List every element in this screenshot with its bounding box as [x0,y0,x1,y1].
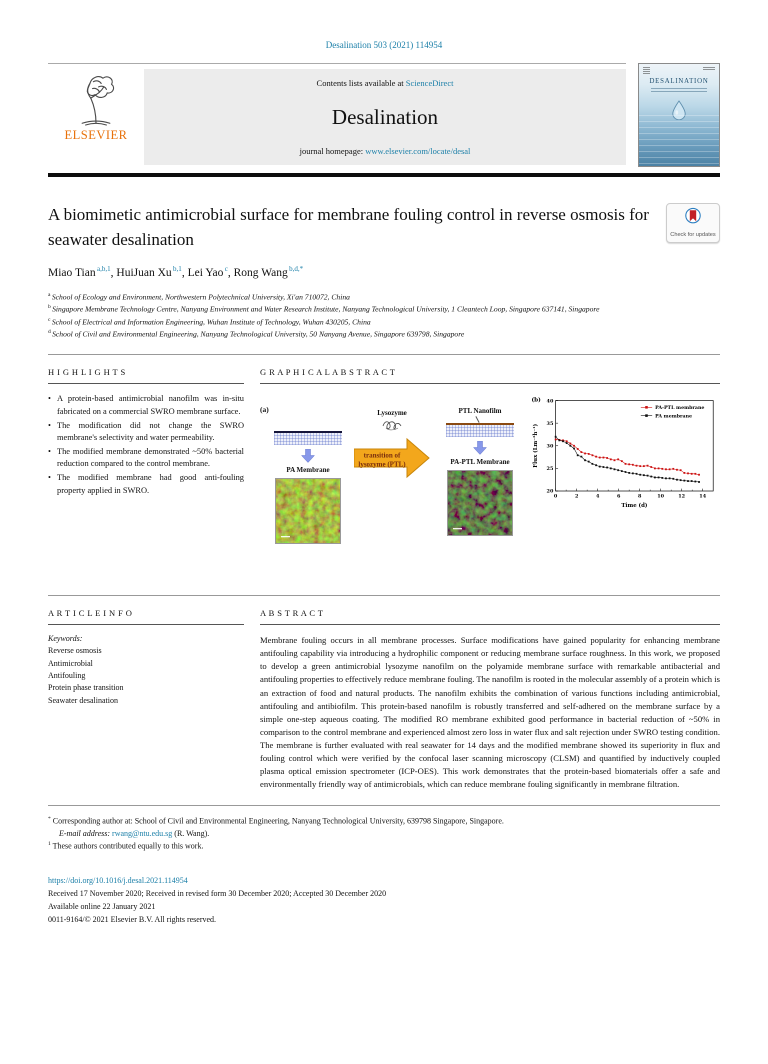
elsevier-logo[interactable] [48,69,144,165]
corresponding-author-note [48,815,720,828]
scale-bar [281,536,290,537]
article-info-heading: A R T I C L E I N F O [48,608,133,619]
received-dates: Received 17 November 2020; Received in revised form 30 December 2020; Accepted 30 December 2020 [48,888,387,898]
homepage-line [300,146,471,156]
down-arrow-icon [301,449,315,463]
highlight-item: • A protein-based antimicrobial nanofilm was in-situ fabricated on a commercial SWRO membrane surface. [48,393,244,418]
graphical-abstract-panel-a [260,393,520,544]
svg-text:6: 6 [616,493,621,500]
author-affiliation-sup: b,1 [171,265,182,274]
article-info-and-abstract [48,608,720,791]
svg-text:PA-PTL membrane: PA-PTL membrane [655,406,705,412]
highlight-item: • The modified membrane demonstrated ~50% bacterial reduction compared to the control membrane. [48,446,244,471]
journal-masthead [144,69,626,165]
svg-text:10: 10 [657,493,665,500]
divider [48,383,244,384]
cover-publisher-mark [643,67,650,74]
check-updates-icon [683,207,703,227]
svg-text:4: 4 [595,493,600,500]
svg-text:0: 0 [553,493,558,500]
transition-arrow-text [354,451,410,470]
elsevier-wordmark: ELSEVIER [64,128,128,142]
affiliation-line: $^c$ School of Electrical and Information Engineering, Wuhan Institute of Technology, Wuhan 430205, China [48,316,371,327]
svg-text:25: 25 [546,466,554,473]
check-for-updates-badge[interactable] [666,203,720,243]
author-name[interactable]: Rong Wang [233,267,288,280]
keywords-list [48,645,244,707]
affiliation-line: $^d$ School of Civil and Environmental Engineering, Nanyang Technological University, 50 Nanyang Avenue, Singapore 639798, Singapore [48,329,465,339]
contents-line [317,78,454,88]
graphical-abstract-heading: G R A P H I C A L A B S T R A C T [260,367,396,378]
panel-a-label: (a) [260,405,269,415]
divider [48,595,720,596]
journal-citation: Desalination 503 (2021) 114954 [325,40,443,50]
email-label: E-mail address: [59,829,111,839]
email-link[interactable]: rwang@ntu.edu.sg [112,829,173,839]
pa-ptl-membrane-diagram [446,423,514,437]
copyright-line: 0011-9164/© 2021 Elsevier B.V. All rights reserved. [48,915,217,925]
transition-arrow [354,436,430,485]
scale-bar [453,528,462,529]
author-affiliation-sup: a,b,1 [95,265,111,274]
homepage-label: journal homepage: [299,146,364,156]
available-online: Available online 22 January 2021 [48,901,156,911]
equal-text: These authors contributed equally to this work. [52,842,204,852]
cover-waves [639,110,719,166]
arrow-text-line1: transition of [363,451,401,460]
arrow-text-line2: lysozyme (PTL) [358,460,406,469]
equal-marker: 1 [48,841,51,848]
publication-footer [48,874,720,927]
cover-title: DESALINATION [649,78,709,85]
svg-text:Time (d): Time (d) [621,503,648,510]
pa-membrane-diagram [274,431,342,445]
header-main [48,63,626,165]
email-suffix: (R. Wang). [174,829,210,839]
svg-text:Flux (Lm⁻²h⁻¹): Flux (Lm⁻²h⁻¹) [532,424,539,469]
cover-subtitle-lines [651,88,707,94]
highlight-item: • The modification did not change the SWRO membrane's selectivity and water permeability. [48,420,244,445]
lysozyme-label: Lysozyme [377,409,407,418]
author-affiliation-sup: c [223,265,228,274]
pa-ptl-membrane-label: PA-PTL Membrane [450,458,510,467]
elsevier-tree-icon [70,71,122,127]
svg-text:2: 2 [574,493,579,500]
journal-cover[interactable] [638,63,720,167]
svg-text:40: 40 [546,398,554,405]
nanofilm-pointer-line [475,416,479,423]
divider [48,805,720,806]
paper-page [0,40,768,1064]
svg-text:20: 20 [546,489,554,496]
divider [48,624,244,625]
keyword: Seawater desalination [48,695,118,705]
author-affiliation-sup: b,d,* [287,265,304,274]
corresponding-text: Corresponding author at: School of Civil and Environmental Engineering, Nanyang Technological University, 639798 Singapore, Singapore. [52,816,504,826]
highlights-heading: H I G H L I G H T S [48,367,126,378]
clsm-image-pa [275,478,341,544]
keyword: Protein phase transition [48,683,124,693]
svg-text:PA membrane: PA membrane [655,414,693,420]
corresponding-marker: * [48,816,51,823]
abstract-text: Membrane fouling occurs in all membrane processes. Surface modifications have gained popularity for enhancing membrane antifouling capability via introducing a hydrophilic component or reducing membrane surface roughness. In this work, we proposed to develop a green antimicrobial lysozyme nanofilm on the polyamide membrane surface with remarkable antibacterial and antifouling properties to effectively reduce membrane fouling. The nanofilm is rooted in the molecular assembly of a protein which is an extraction of food and natural products. The nanofilm exhibits the combination of various functions including antimicrobial, antifouling and antibiofilm. This protein-based nanofilm is robustly transferred and self-adhered on the membrane surface by a simple one-step aqueous coating. The modified RO membrane exhibited good performance in bacterial reduction of ~50% in comparison to the control membrane and experienced almost zero loss in water flux and salt rejection under SWRO testing condition. The membrane is further evaluated with real seawater for 14 days and the modified membrane showed its superiority in flux and fouling control which were verified by the confocal laser scanning microscopy (CLSM) and quantified by inductively coupled plasma optical emission spectrometer (ICP-OES). This work demonstrates that the protein-based biomaterials offer a safe and environmentally friendly way of antimicrobials, which can reduce membrane fouling significantly in membrane filtration. [260,635,720,789]
email-note [48,828,720,840]
keywords-label: Keywords: [48,634,83,644]
keyword: Antifouling [48,671,86,681]
equal-contribution-note [48,840,720,853]
svg-text:35: 35 [546,421,554,428]
svg-text:8: 8 [637,493,642,500]
abstract-heading: A B S T R A C T [260,608,324,619]
lysozyme-protein-icon [381,418,403,433]
ptl-nanofilm-label: PTL Nanofilm [458,407,502,416]
highlights-list [48,393,244,497]
affiliation-line: $^a$ School of Ecology and Environment, Northwestern Polytechnical University, Xi'an 710072, China [48,292,350,302]
journal-title: Desalination [331,104,439,129]
svg-text:14: 14 [699,493,707,500]
author-name[interactable]: HuiJuan Xu [116,267,172,280]
svg-text:12: 12 [678,493,686,500]
sciencedirect-link[interactable]: ScienceDirect [405,78,454,88]
keyword: Antimicrobial [48,658,93,668]
cover-issue-mark [703,67,715,70]
article-title: A biomimetic antimicrobial surface for membrane fouling control in reverse osmosis for seawater desalination [48,205,649,249]
author-name[interactable]: Lei Yao [187,267,224,280]
title-row [48,203,720,252]
divider [260,383,720,384]
footnotes [48,815,720,853]
down-arrow-icon [473,441,487,455]
affiliations [48,291,720,340]
journal-header [48,63,720,167]
check-updates-label: Check for updates [670,232,716,238]
authors-line: Miao Tian $^{a,b,1}$, HuiJuan Xu $^{b,1}$, Lei Yao $^c$, Rong Wang $^{b,d,*}$ [48,265,304,280]
doi-link[interactable]: https://doi.org/10.1016/j.desal.2021.114954 [48,875,188,885]
keyword: Reverse osmosis [48,646,102,656]
clsm-image-pa-ptl [447,470,513,536]
homepage-link[interactable]: www.elsevier.com/locate/desal [365,146,471,156]
divider [48,354,720,355]
graphical-abstract-panel-b [530,393,720,544]
highlights-and-graphical-abstract [48,367,720,581]
flux-chart [530,393,720,514]
divider [260,624,720,625]
svg-text:30: 30 [546,443,554,450]
header-rule [48,173,720,177]
affiliation-line: $^b$ Singapore Membrane Technology Centre, Nanyang Environment and Water Research Institute, Nanyang Technological University, 1 Cleantech Loop, Singapore 637141, Singapore [48,304,600,314]
highlight-item: • The modified membrane had good anti-fouling property applied in SWRO. [48,472,244,497]
contents-text: Contents lists available at [316,78,404,88]
svg-text:(b): (b) [531,397,541,404]
author-name[interactable]: Miao Tian [48,267,96,280]
graphical-abstract [260,393,720,544]
pa-membrane-label: PA Membrane [286,466,330,475]
